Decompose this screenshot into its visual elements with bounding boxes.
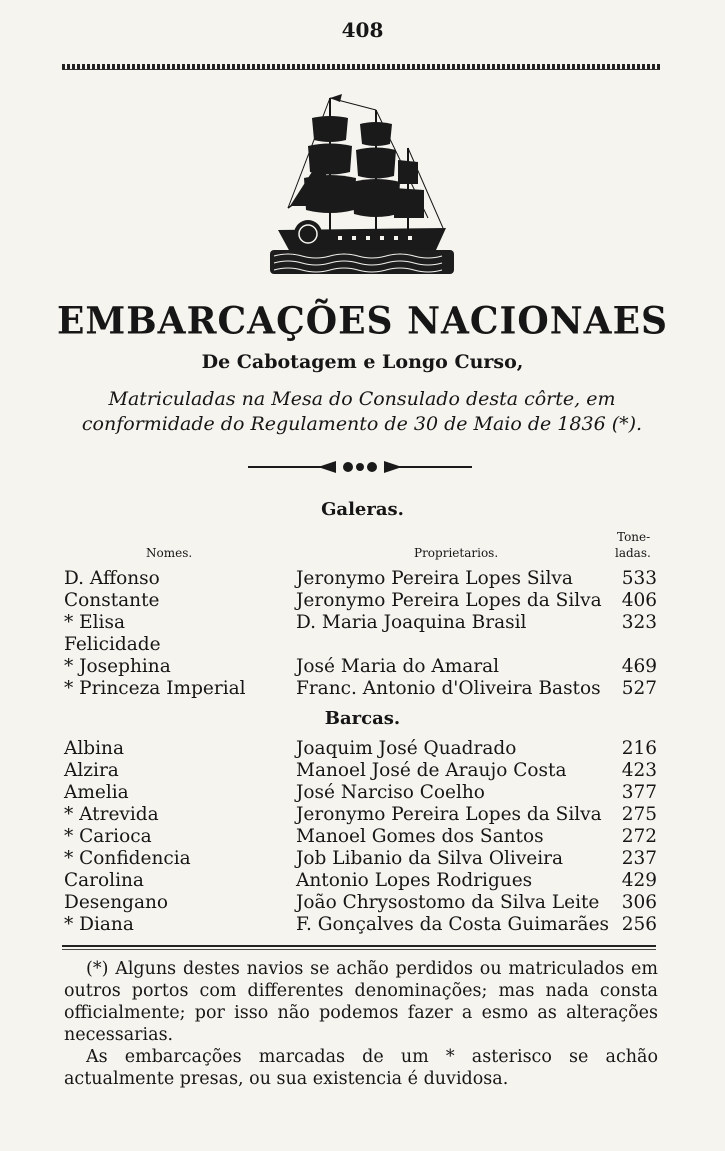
table-row	[0, 760, 725, 782]
ship-owner: Jeronymo Pereira Lopes Silva	[296, 568, 573, 589]
ship-tonnage: 237	[621, 848, 657, 869]
table-row	[0, 804, 725, 826]
ship-owner: Joaquim José Quadrado	[296, 738, 517, 759]
table-row	[0, 678, 725, 700]
page-subtitle: De Cabotagem e Longo Curso,	[201, 351, 524, 373]
ship-owner: José Narciso Coelho	[296, 782, 485, 803]
table-row	[0, 612, 725, 634]
ship-tonnage: 406	[621, 590, 657, 611]
section-heading-galeras: Galeras.	[321, 499, 404, 520]
ship-owner: D. Maria Joaquina Brasil	[296, 612, 527, 633]
ship-tonnage: 216	[621, 738, 657, 759]
ship-tonnage: 272	[621, 826, 657, 847]
ship-name: * Confidencia	[64, 848, 191, 869]
ship-tonnage: 377	[621, 782, 657, 803]
table-row	[0, 738, 725, 760]
intro-text: Matriculadas na Mesa do Consulado desta côrte, em conformidade do Regulamento de 30 de Maio de 1836 (*).	[81, 388, 643, 435]
ship-name: Desengano	[64, 892, 169, 913]
column-header-tons-line2: ladas.	[615, 546, 651, 560]
ship-name: * Atrevida	[64, 804, 159, 825]
ship-tonnage: 533	[621, 568, 657, 589]
ship-tonnage: 306	[621, 892, 657, 913]
decorative-ornament	[248, 457, 472, 477]
ship-tonnage: 256	[621, 914, 657, 935]
bottom-rule	[62, 945, 656, 950]
ship-name: * Carioca	[64, 826, 152, 847]
column-header-tons-line1: Tone-	[617, 530, 651, 544]
ship-owner: Jeronymo Pereira Lopes da Silva	[296, 590, 602, 611]
ship-owner: Manoel José de Araujo Costa	[296, 760, 567, 781]
ship-tonnage: 469	[621, 656, 657, 677]
ship-name: * Princeza Imperial	[64, 678, 246, 699]
top-decorative-rule	[62, 64, 660, 70]
ship-tonnage: 323	[621, 612, 657, 633]
table-row	[0, 826, 725, 848]
ship-name: * Josephina	[64, 656, 171, 677]
ship-name: * Elisa	[64, 612, 125, 633]
footnote-paragraph: As embarcações marcadas de um * asterisco se achão actualmente presas, ou sua existencia é duvidosa.	[64, 1047, 658, 1089]
table-row	[0, 590, 725, 612]
section-heading-barcas: Barcas.	[324, 708, 401, 729]
ship-owner: João Chrysostomo da Silva Leite	[296, 892, 600, 913]
page-number: 408	[341, 18, 384, 42]
ship-owner: F. Gonçalves da Costa Guimarães	[296, 914, 610, 935]
column-header-names: Nomes.	[146, 546, 193, 560]
ship-tonnage: 527	[621, 678, 657, 699]
ship-name: * Diana	[64, 914, 134, 935]
table-row	[0, 870, 725, 892]
table-row	[0, 656, 725, 678]
ship-name: Carolina	[64, 870, 144, 891]
ship-name: D. Affonso	[64, 568, 160, 589]
ship-owner: Manoel Gomes dos Santos	[296, 826, 544, 847]
page-title: EMBARCAÇÕES NACIONAES	[56, 298, 669, 344]
footnote	[64, 958, 658, 1090]
footnote-paragraph: (*) Alguns destes navios se achão perdidos ou matriculados em outros portos com differentes denominações; mas nada consta officialmente; por isso não podemos fazer a esmo as alterações necessarias.	[64, 959, 658, 1045]
ship-owner: Antonio Lopes Rodrigues	[296, 870, 533, 891]
ship-owner: Franc. Antonio d'Oliveira Bastos	[296, 678, 601, 699]
table-row	[0, 634, 725, 656]
table-row	[0, 892, 725, 914]
ship-name: Constante	[64, 590, 160, 611]
table-row	[0, 782, 725, 804]
ship-name: Amelia	[64, 782, 129, 803]
ship-owner: Job Libanio da Silva Oliveira	[296, 848, 564, 869]
ship-owner: José Maria do Amaral	[296, 656, 500, 677]
column-header-owners: Proprietarios.	[414, 546, 499, 560]
ship-name: Felicidade	[64, 634, 161, 655]
ship-name: Albina	[64, 738, 124, 759]
ship-tonnage: 423	[621, 760, 657, 781]
table-row	[0, 568, 725, 590]
table-row	[0, 914, 725, 936]
table-row	[0, 848, 725, 870]
ship-owner: Jeronymo Pereira Lopes da Silva	[296, 804, 602, 825]
sailing-ship-illustration	[268, 88, 456, 280]
ship-tonnage: 429	[621, 870, 657, 891]
ship-name: Alzira	[64, 760, 119, 781]
ship-tonnage: 275	[621, 804, 657, 825]
